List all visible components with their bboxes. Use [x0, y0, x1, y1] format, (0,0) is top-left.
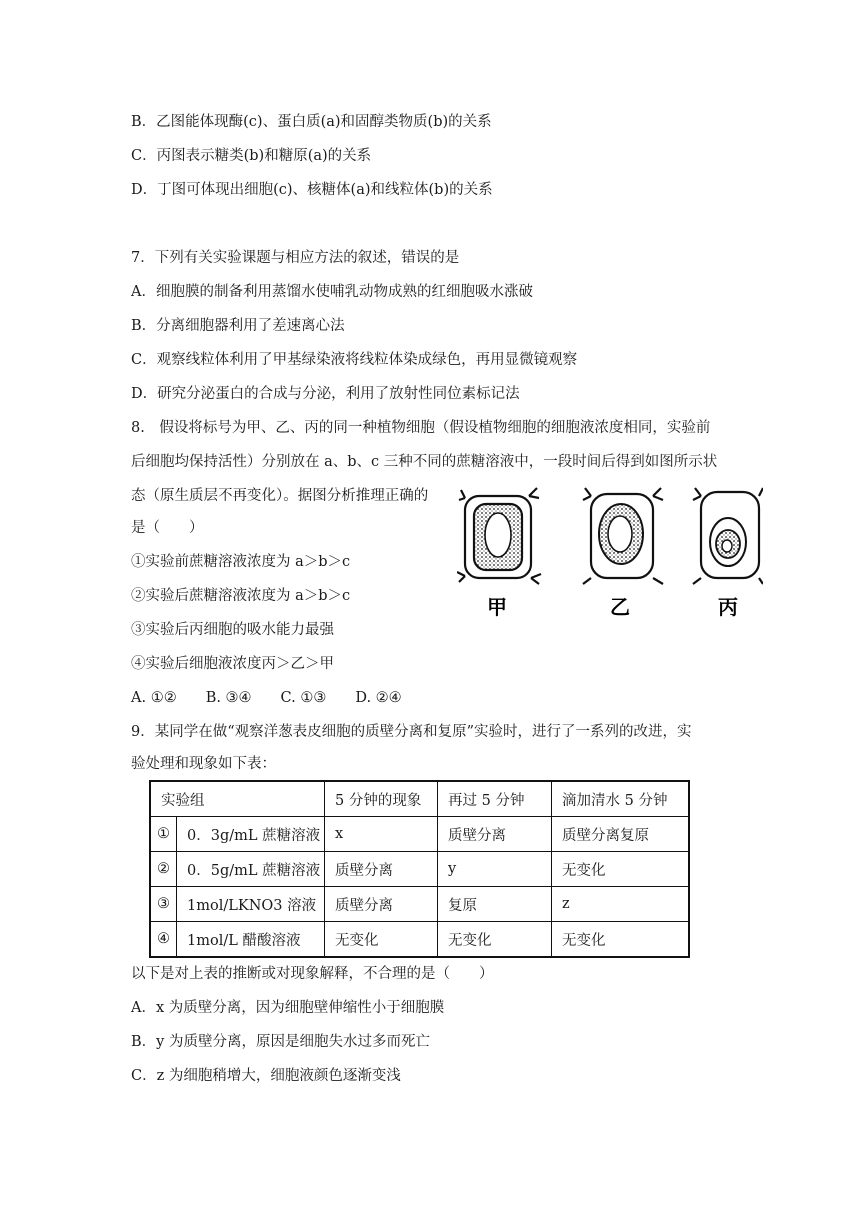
plant-cells-figure: [457, 484, 763, 624]
q8-statement-3: ③实验后丙细胞的吸水能力最强: [131, 622, 334, 638]
q7-option-b: B．分离细胞器利用了差速离心法: [131, 318, 345, 334]
q8-statement-2: ②实验后蔗糖溶液浓度为 a＞b＞c: [131, 588, 351, 604]
cell-label-yi: 乙: [610, 595, 630, 619]
row-number: ④: [150, 922, 177, 958]
row-5min: x: [325, 817, 438, 852]
row-solution: 1mol/LKNO3 溶液: [177, 887, 325, 922]
header-another-5min: 再过 5 分钟: [438, 781, 552, 817]
row-another-5min: 质壁分离: [438, 817, 552, 852]
header-add-water: 滴加清水 5 分钟: [552, 781, 690, 817]
cell-label-jia: 甲: [487, 595, 507, 619]
q8-statement-4: ④实验后细胞液浓度丙＞乙＞甲: [131, 656, 334, 672]
q7-stem: 7．下列有关实验课题与相应方法的叙述，错误的是: [131, 250, 460, 266]
q8-stem-line1: 8. 假设将标号为甲、乙、丙的同一种植物细胞（假设植物细胞的细胞液浓度相同，实验前: [131, 420, 711, 436]
header-5min: 5 分钟的现象: [325, 781, 438, 817]
q9-stem-line2: 验处理和现象如下表：: [131, 756, 276, 772]
cell-bing: [693, 488, 763, 584]
table-row: [150, 922, 689, 958]
q9-option-a: A．x 为质壁分离，因为细胞壁伸缩性小于细胞膜: [131, 1000, 445, 1016]
q6-option-b: B．乙图能体现酶(c)、蛋白质(a)和固醇类物质(b)的关系: [131, 114, 492, 130]
q7-option-c: C．观察线粒体利用了甲基绿染液将线粒体染成绿色，再用显微镜观察: [131, 352, 578, 368]
row-solution: 0．5g/mL 蔗糖溶液: [177, 852, 325, 887]
q8-stem-line3: 态（原生质层不再变化）。据图分析推理正确的: [131, 488, 429, 504]
row-add-water: 无变化: [552, 922, 690, 958]
q8-stem-line2: 后细胞均保持活性）分别放在 a、b、c 三种不同的蔗糖溶液中，一段时间后得到如图所示状: [131, 454, 718, 470]
row-number: ①: [150, 817, 177, 852]
q8-stem-line4: 是（ ）: [131, 520, 204, 536]
row-solution: 1mol/L 醋酸溶液: [177, 922, 325, 958]
row-5min: 质壁分离: [325, 852, 438, 887]
q6-option-d: D．丁图可体现出细胞(c)、核糖体(a)和线粒体(b)的关系: [131, 182, 493, 198]
header-group: 实验组: [150, 781, 325, 817]
row-add-water: 质壁分离复原: [552, 817, 690, 852]
table-header-row: [150, 781, 689, 817]
row-number: ③: [150, 887, 177, 922]
q8-options: A. ①② B. ③④ C. ①③ D. ②④: [131, 690, 402, 706]
row-another-5min: y: [438, 852, 552, 887]
row-another-5min: 复原: [438, 887, 552, 922]
row-5min: 质壁分离: [325, 887, 438, 922]
cell-jia: [457, 488, 541, 584]
q9-stem-line1: 9．某同学在做“观察洋葱表皮细胞的质壁分离和复原”实验时，进行了一系列的改进，实: [131, 724, 692, 740]
q8-statement-1: ①实验前蔗糖溶液浓度为 a＞b＞c: [131, 554, 351, 570]
row-another-5min: 无变化: [438, 922, 552, 958]
experiment-table: [149, 780, 690, 958]
row-solution: 0．3g/mL 蔗糖溶液: [177, 817, 325, 852]
table-row: [150, 852, 689, 887]
row-add-water: z: [552, 887, 690, 922]
row-number: ②: [150, 852, 177, 887]
cell-yi: [583, 488, 663, 584]
row-5min: 无变化: [325, 922, 438, 958]
table-row: [150, 817, 689, 852]
row-add-water: 无变化: [552, 852, 690, 887]
table-row: [150, 887, 689, 922]
q7-option-d: D．研究分泌蛋白的合成与分泌，利用了放射性同位素标记法: [131, 386, 520, 402]
cell-label-bing: 丙: [718, 595, 738, 619]
q9-option-b: B．y 为质壁分离，原因是细胞失水过多而死亡: [131, 1034, 430, 1050]
q9-after-table: 以下是对上表的推断或对现象解释，不合理的是（ ）: [131, 966, 494, 982]
q6-option-c: C．丙图表示糖类(b)和糖原(a)的关系: [131, 148, 372, 164]
q9-option-c: C．z 为细胞稍增大，细胞液颜色逐渐变浅: [131, 1068, 401, 1084]
q7-option-a: A．细胞膜的制备利用蒸馏水使哺乳动物成熟的红细胞吸水涨破: [131, 284, 533, 300]
